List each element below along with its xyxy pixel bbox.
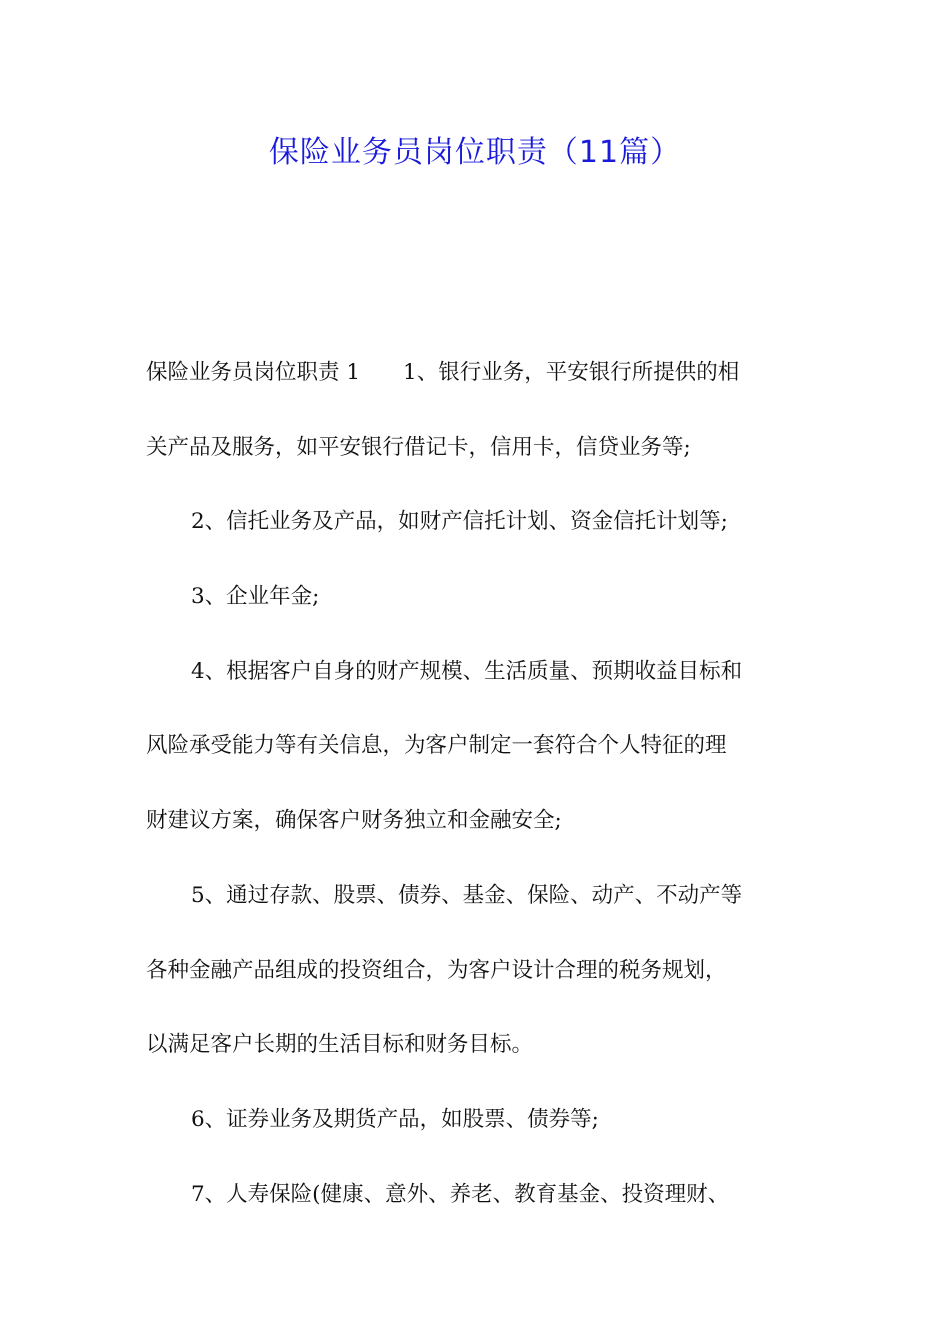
body-line: 各种金融产品组成的投资组合，为客户设计合理的税务规划， bbox=[146, 957, 727, 983]
document-title: 保险业务员岗位职责（11篇） bbox=[268, 135, 682, 170]
body-line: 财建议方案，确保客户财务独立和金融安全; bbox=[146, 808, 562, 834]
list-item-3: 3、企业年金; bbox=[191, 584, 320, 610]
list-item-6: 6、证券业务及期货产品，如股票、债券等; bbox=[191, 1106, 599, 1132]
list-item-7: 7、人寿保险(健康、意外、养老、教育基金、投资理财、 bbox=[191, 1181, 730, 1207]
body-line: 关产品及服务，如平安银行借记卡，信用卡，信贷业务等; bbox=[146, 434, 691, 460]
list-item-5: 5、通过存款、股票、债券、基金、保险、动产、不动产等 bbox=[191, 882, 743, 908]
list-item-4: 4、根据客户自身的财产规模、生活质量、预期收益目标和 bbox=[191, 658, 743, 684]
body-line: 以满足客户长期的生活目标和财务目标。 bbox=[146, 1032, 534, 1058]
body-line: 风险承受能力等有关信息，为客户制定一套符合个人特征的理 bbox=[146, 733, 727, 759]
list-item-2: 2、信托业务及产品，如财产信托计划、资金信托计划等; bbox=[191, 509, 728, 535]
document-body bbox=[146, 336, 806, 1232]
body-line: 保险业务员岗位职责 1 1、银行业务，平安银行所提供的相 bbox=[146, 360, 740, 385]
